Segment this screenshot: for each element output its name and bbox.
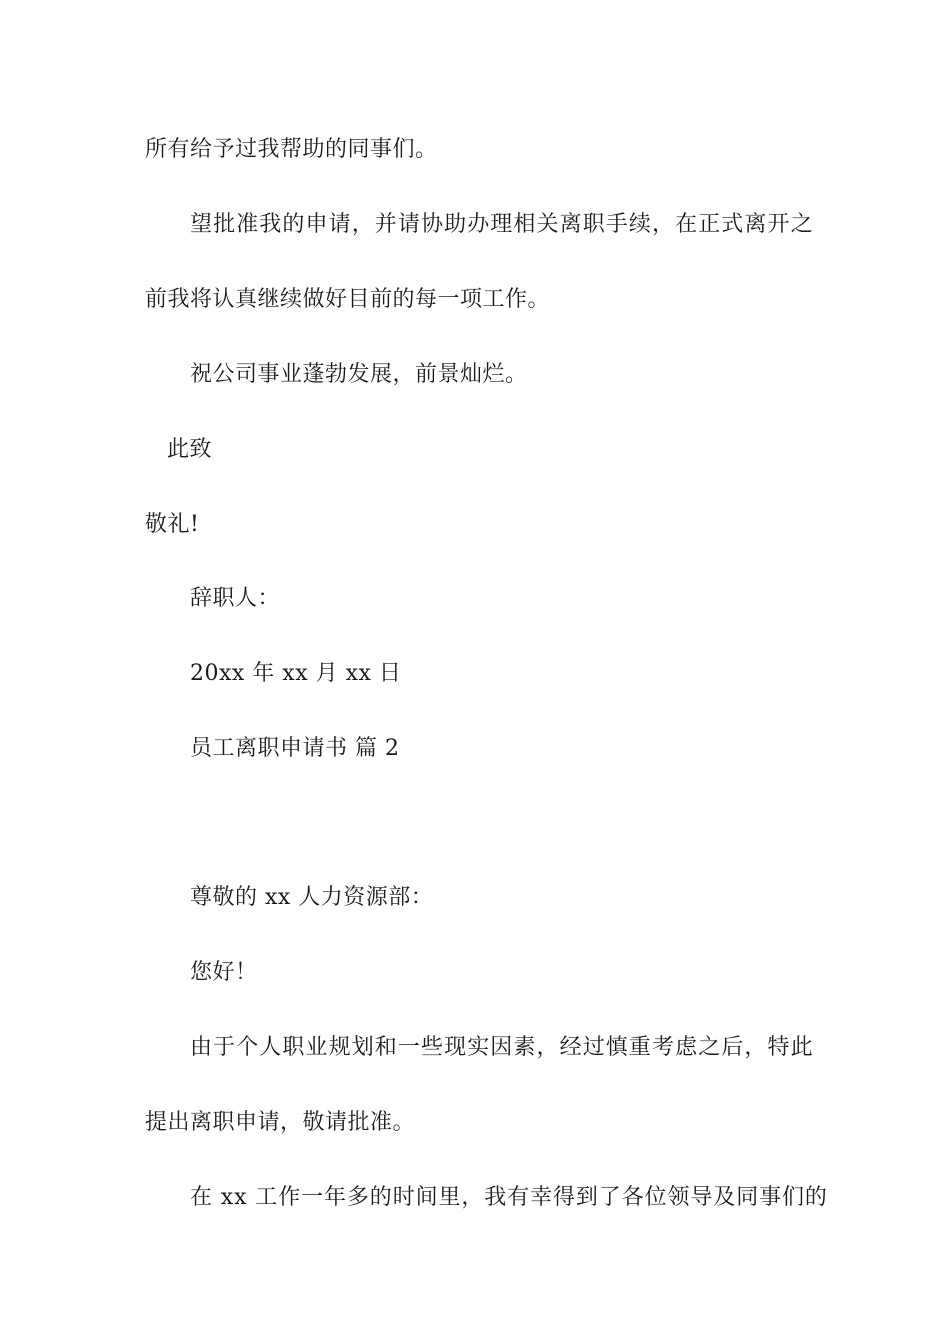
body-text-line: 望批准我的申请，并请协助办理相关离职手续，在正式离开之 — [190, 212, 814, 237]
body-text-line: 所有给予过我帮助的同事们。 — [145, 137, 438, 162]
body-text-line: 提出离职申请，敬请批准。 — [145, 1110, 416, 1135]
body-text-line: 由于个人职业规划和一些现实因素，经过慎重考虑之后，特此 — [190, 1035, 814, 1060]
recipient-line: 尊敬的 xx 人力资源部： — [190, 885, 434, 910]
section-title: 员工离职申请书 篇 2 — [190, 736, 400, 761]
greeting: 您好！ — [190, 960, 258, 985]
body-text-line: 前我将认真继续做好目前的每一项工作。 — [145, 287, 551, 312]
closing-wish: 祝公司事业蓬勃发展，前景灿烂。 — [190, 362, 528, 387]
body-text-line: 在 xx 工作一年多的时间里，我有幸得到了各位领导及同事们的 — [190, 1185, 828, 1210]
regards: 敬礼! — [145, 512, 200, 537]
signature-label: 辞职人： — [190, 586, 281, 611]
salutation-closing: 此致 — [167, 437, 213, 462]
date-line: 20xx 年 xx 月 xx 日 — [190, 661, 402, 686]
